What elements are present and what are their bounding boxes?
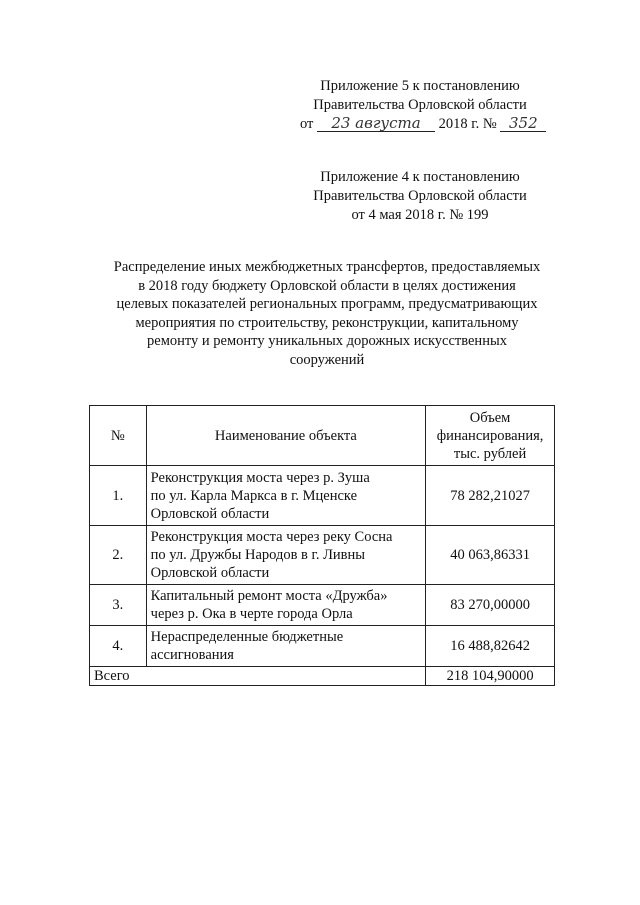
handwritten-date: 23 августа <box>317 115 435 132</box>
appendix-5-line1: Приложение 5 к постановлению <box>320 78 520 94</box>
row-name-line: Реконструкция моста через реку Сосна <box>150 529 393 545</box>
appendix-5-line2: Правительства Орловской области <box>313 97 527 113</box>
row-num: 2. <box>90 526 147 585</box>
appendix-5-line3 <box>300 115 540 134</box>
row-name-line: через р. Ока в черте города Орла <box>150 606 353 622</box>
appendix-5-header <box>300 77 540 134</box>
row-name <box>146 526 425 585</box>
row-name <box>146 626 425 667</box>
total-amount: 218 104,90000 <box>426 667 555 686</box>
row-amount: 40 063,86331 <box>426 526 555 585</box>
total-label: Всего <box>90 667 426 686</box>
header-num: № <box>90 406 147 466</box>
title-line: в 2018 году бюджету Орловской области в целях достижения <box>138 277 516 294</box>
row-name-line: ассигнования <box>150 647 234 663</box>
row-name-line: Орловской области <box>150 565 270 581</box>
header-amount <box>426 406 555 466</box>
row-name <box>146 585 425 626</box>
row-num: 4. <box>90 626 147 667</box>
row-name-line: по ул. Дружбы Народов в г. Ливны <box>150 547 366 563</box>
header-amount-line: Объем <box>469 409 511 426</box>
appendix-5-prefix: от <box>300 116 314 132</box>
header-amount-line: финансирования, <box>436 427 544 444</box>
appendix-5-year: 2018 г. № <box>438 116 497 132</box>
row-name-line: Реконструкция моста через р. Зуша <box>150 469 370 486</box>
appendix-4-header <box>300 168 540 225</box>
row-amount: 78 282,21027 <box>426 466 555 526</box>
appendix-4-line3: от 4 мая 2018 г. № 199 <box>351 207 489 223</box>
table-row <box>90 585 555 626</box>
row-name-line: Нераспределенные бюджетные <box>150 629 344 645</box>
header-amount-line: тыс. рублей <box>453 445 527 462</box>
row-name-line: Орловской области <box>150 505 270 522</box>
table-row <box>90 526 555 585</box>
title-line: ремонту и ремонту уникальных дорожных искусственных <box>147 333 507 349</box>
row-name-line: по ул. Карла Маркса в г. Мценске <box>150 487 358 504</box>
table-row <box>90 626 555 667</box>
row-num: 3. <box>90 585 147 626</box>
funding-table <box>89 405 555 686</box>
row-name <box>146 466 425 526</box>
title-line: целевых показателей региональных программ, предусматривающих <box>116 296 538 312</box>
row-amount: 16 488,82642 <box>426 626 555 667</box>
appendix-4-line2: Правительства Орловской области <box>313 188 527 204</box>
title-line: мероприятия по строительству, реконструкции, капитальному <box>135 314 519 331</box>
table-header-row <box>90 406 555 466</box>
row-amount: 83 270,00000 <box>426 585 555 626</box>
title-line: Распределение иных межбюджетных трансфертов, предоставляемых <box>113 259 541 275</box>
appendix-4-line1: Приложение 4 к постановлению <box>320 169 520 185</box>
table-row <box>90 466 555 526</box>
handwritten-number: 352 <box>500 115 546 132</box>
row-num: 1. <box>90 466 147 526</box>
total-row <box>90 667 555 686</box>
row-name-line: Капитальный ремонт моста «Дружба» <box>150 588 388 604</box>
header-name: Наименование объекта <box>146 406 425 466</box>
document-title <box>92 258 562 369</box>
title-line: сооружений <box>289 351 365 368</box>
